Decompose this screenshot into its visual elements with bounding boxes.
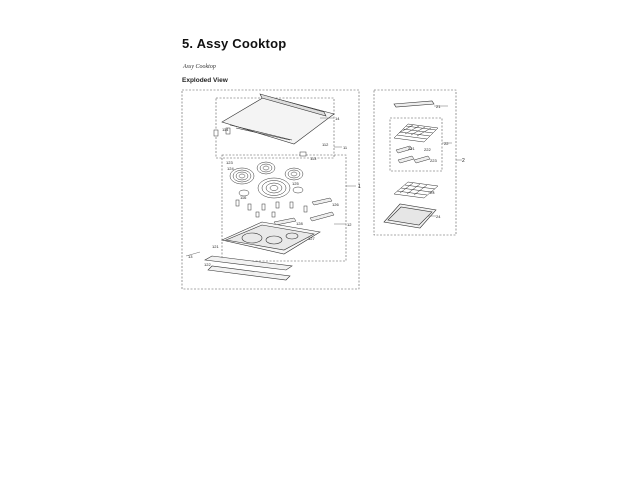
callout-12: 12 [347,222,352,227]
callout-21: 21 [436,104,441,109]
callout-11: 11 [343,145,348,150]
callout-22: 22 [444,141,449,146]
callout-13: 13 [188,254,193,259]
page-title: 5. Assy Cooktop [182,36,287,51]
handle-part [394,101,434,107]
burner-elements-part [230,162,303,198]
cooktop-glass-part [222,94,334,144]
callout-126: 126 [332,202,339,207]
callout-116: 116 [240,195,247,200]
callout-1: 1 [358,184,361,190]
callout-121: 121 [212,244,219,249]
callout-223: 223 [430,158,437,163]
callout-122: 122 [204,262,211,267]
callout-14: 14 [335,116,340,121]
oven-rack-part [394,124,438,142]
callout-221: 221 [408,146,415,151]
callout-124: 124 [227,166,234,171]
callout-127: 127 [308,236,315,241]
callout-24: 24 [436,214,441,219]
callout-125: 125 [292,181,299,186]
assembly-subtitle: Assy Cooktop [183,64,216,70]
cooktop-frame-part [222,222,320,254]
callout-112: 112 [322,142,329,147]
callout-2: 2 [462,158,465,164]
callout-113: 113 [310,156,317,161]
callout-128: 128 [296,221,303,226]
callout-23: 23 [430,190,435,195]
front-trim-part [205,256,292,280]
callout-123: 123 [226,160,233,165]
callout-114: 114 [222,127,229,132]
callout-222: 222 [424,147,431,152]
section-heading: Exploded View [182,77,228,84]
switches-part [236,200,307,217]
